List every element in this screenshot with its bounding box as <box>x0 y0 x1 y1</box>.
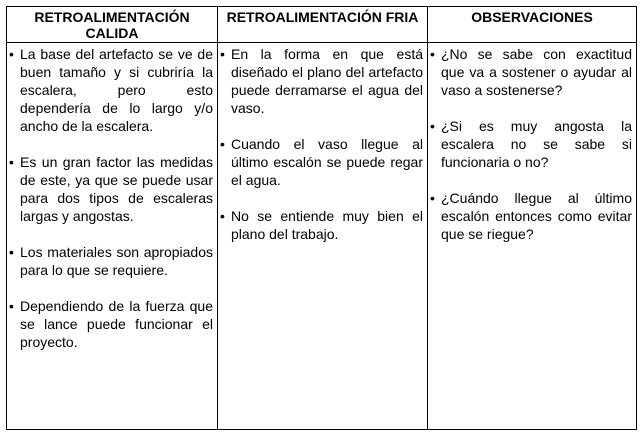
observations-list <box>430 45 632 243</box>
warm-feedback-list <box>9 45 213 351</box>
list-item: • En la forma en que está diseñado el plano del artefacto puede derramarse el agua del vaso. <box>220 45 423 117</box>
list-item: • Es un gran factor las medidas de este, ya que se puede usar para dos tipos de escaleras largas y angostas. <box>9 153 213 225</box>
cold-feedback-list <box>220 45 423 243</box>
header-cold-feedback: RETROALIMENTACIÓN FRIA <box>218 7 428 43</box>
content-row <box>7 43 637 430</box>
observations-cell <box>428 43 637 430</box>
list-item: • Dependiendo de la fuerza que se lance puede funcionar el proyecto. <box>9 297 213 351</box>
list-item: • La base del artefacto se ve de buen tamaño y si cubriría la escalera, pero esto dependería de lo largo y/o ancho de la escalera. <box>9 45 213 135</box>
list-item: • ¿Cuándo llegue al último escalón entonces como evitar que se riegue? <box>430 189 632 243</box>
header-row <box>7 7 637 43</box>
feedback-table <box>6 6 637 430</box>
list-item: • ¿No se sabe con exactitud que va a sostener o ayudar al vaso a sostenerse? <box>430 45 632 99</box>
cold-feedback-cell <box>218 43 428 430</box>
header-warm-feedback: RETROALIMENTACIÓN CALIDA <box>7 7 218 43</box>
list-item: • Los materiales son apropiados para lo que se requiere. <box>9 243 213 279</box>
warm-feedback-cell <box>7 43 218 430</box>
list-item: • Cuando el vaso llegue al último escalón se puede regar el agua. <box>220 135 423 189</box>
header-observations: OBSERVACIONES <box>428 7 637 43</box>
list-item: • No se entiende muy bien el plano del trabajo. <box>220 207 423 243</box>
list-item: • ¿Si es muy angosta la escalera no se sabe si funcionaria o no? <box>430 117 632 171</box>
